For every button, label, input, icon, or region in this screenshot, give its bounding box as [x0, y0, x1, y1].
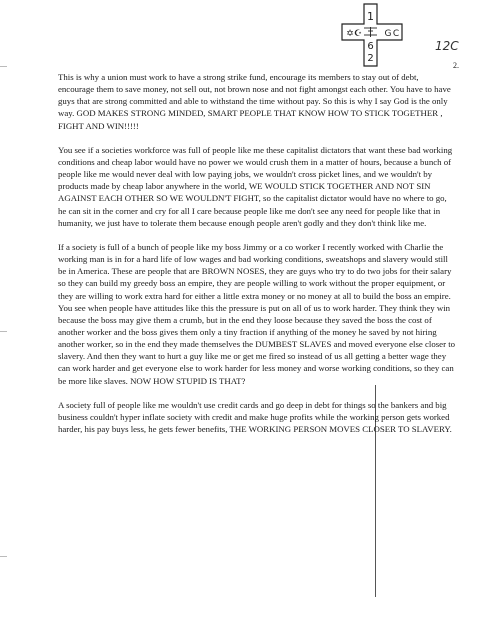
handwritten-number: 12C	[435, 39, 459, 53]
cross-symbol: G	[384, 29, 392, 39]
hand-drawn-cross-icon	[340, 2, 408, 68]
paragraph: If a society is full of a bunch of people like my boss Jimmy or a co worker I recently worked with Charlie the working man is in for a hard life of low wages and bad working conditions, sweatshops and slavery would still be in America. These are people that are BROWN NOSES, they are guys who try to do two jobs for their salary so they can build my greedy boss an empire, they are people willing to work without the proper equipment, or they are willing to work extra hard for either a little extra money or no money at all to build the boss an empire. You see when people have attitudes like this the pressure is put on all of us to work harder. They think they win because the boss may give them a crumb, but in the end they loose because they saved the boss the cost of another worker and the boss gives them only a tiny fraction if anything of the money he saved by not hiring another worker, so in the end they made themselves the DUMBEST SLAVES and moved everyone else closer to slavery. And then they want to hurt a guy like me or get me fired so instead of us all getting a better wage they can work harder and get everyone else to work harder for less money and worse working conditions, so they can be more like slaves. NOW HOW STUPID IS THAT?	[58, 241, 456, 386]
cross-symbol: 6	[367, 41, 374, 52]
scan-edge-mark	[0, 556, 7, 557]
paragraph: A society full of people like me wouldn't use credit cards and go deep in debt for things so the bankers and big business couldn't hyper inflate society with credit and make huge profits while the working person gets worked harder, his pay buys less, he gets fewer benefits, THE WORKING PERSON MOVES CLOSER TO SLAVERY.	[58, 399, 452, 435]
page-number: 2.	[453, 61, 459, 70]
cross-symbol: ☪	[353, 29, 363, 39]
cross-symbol: C	[392, 29, 400, 39]
paragraph: This is why a union must work to have a strong strike fund, encourage its members to stay out of debt, encourage them to save money, not sell out, not brown nose and not fight amongst each other. You have to have guys that are strong committed and able to withstand the time without pay. So this is why I say God is the only way. GOD MAKES STRONG MINDED, SMART PEOPLE THAT KNOW HOW TO STICK TOGETHER , FIGHT AND WIN!!!!!	[58, 72, 451, 131]
cross-symbol: 1	[367, 10, 374, 23]
scan-edge-mark	[0, 66, 7, 67]
cross-symbol: ✡	[346, 29, 354, 39]
body-text	[58, 71, 456, 447]
cross-symbol: 2	[367, 53, 374, 64]
paragraph: You see if a societies workforce was full of people like me these capitalist dictators that want these bad working conditions and cheap labor would have no power we would crush them in a matter of hours, because a bunch of people like me would never deal with low paying jobs, we wouldn't cross picket lines, and we wouldn't by products made by cheap labor anywhere in the world, WE WOULD STICK TOGETHER AND NOT SIN AGAINST EACH OTHER SO WE WOULDN'T FIGHT, so the capitalist dictator would have no where to go, he can sit in the corner and cry for all I care because people like me don't see any need for people like that in humanity, we just have to tolerate them because enough people aren't godly and they don't think like me.	[58, 144, 453, 228]
scan-edge-mark	[0, 331, 7, 332]
